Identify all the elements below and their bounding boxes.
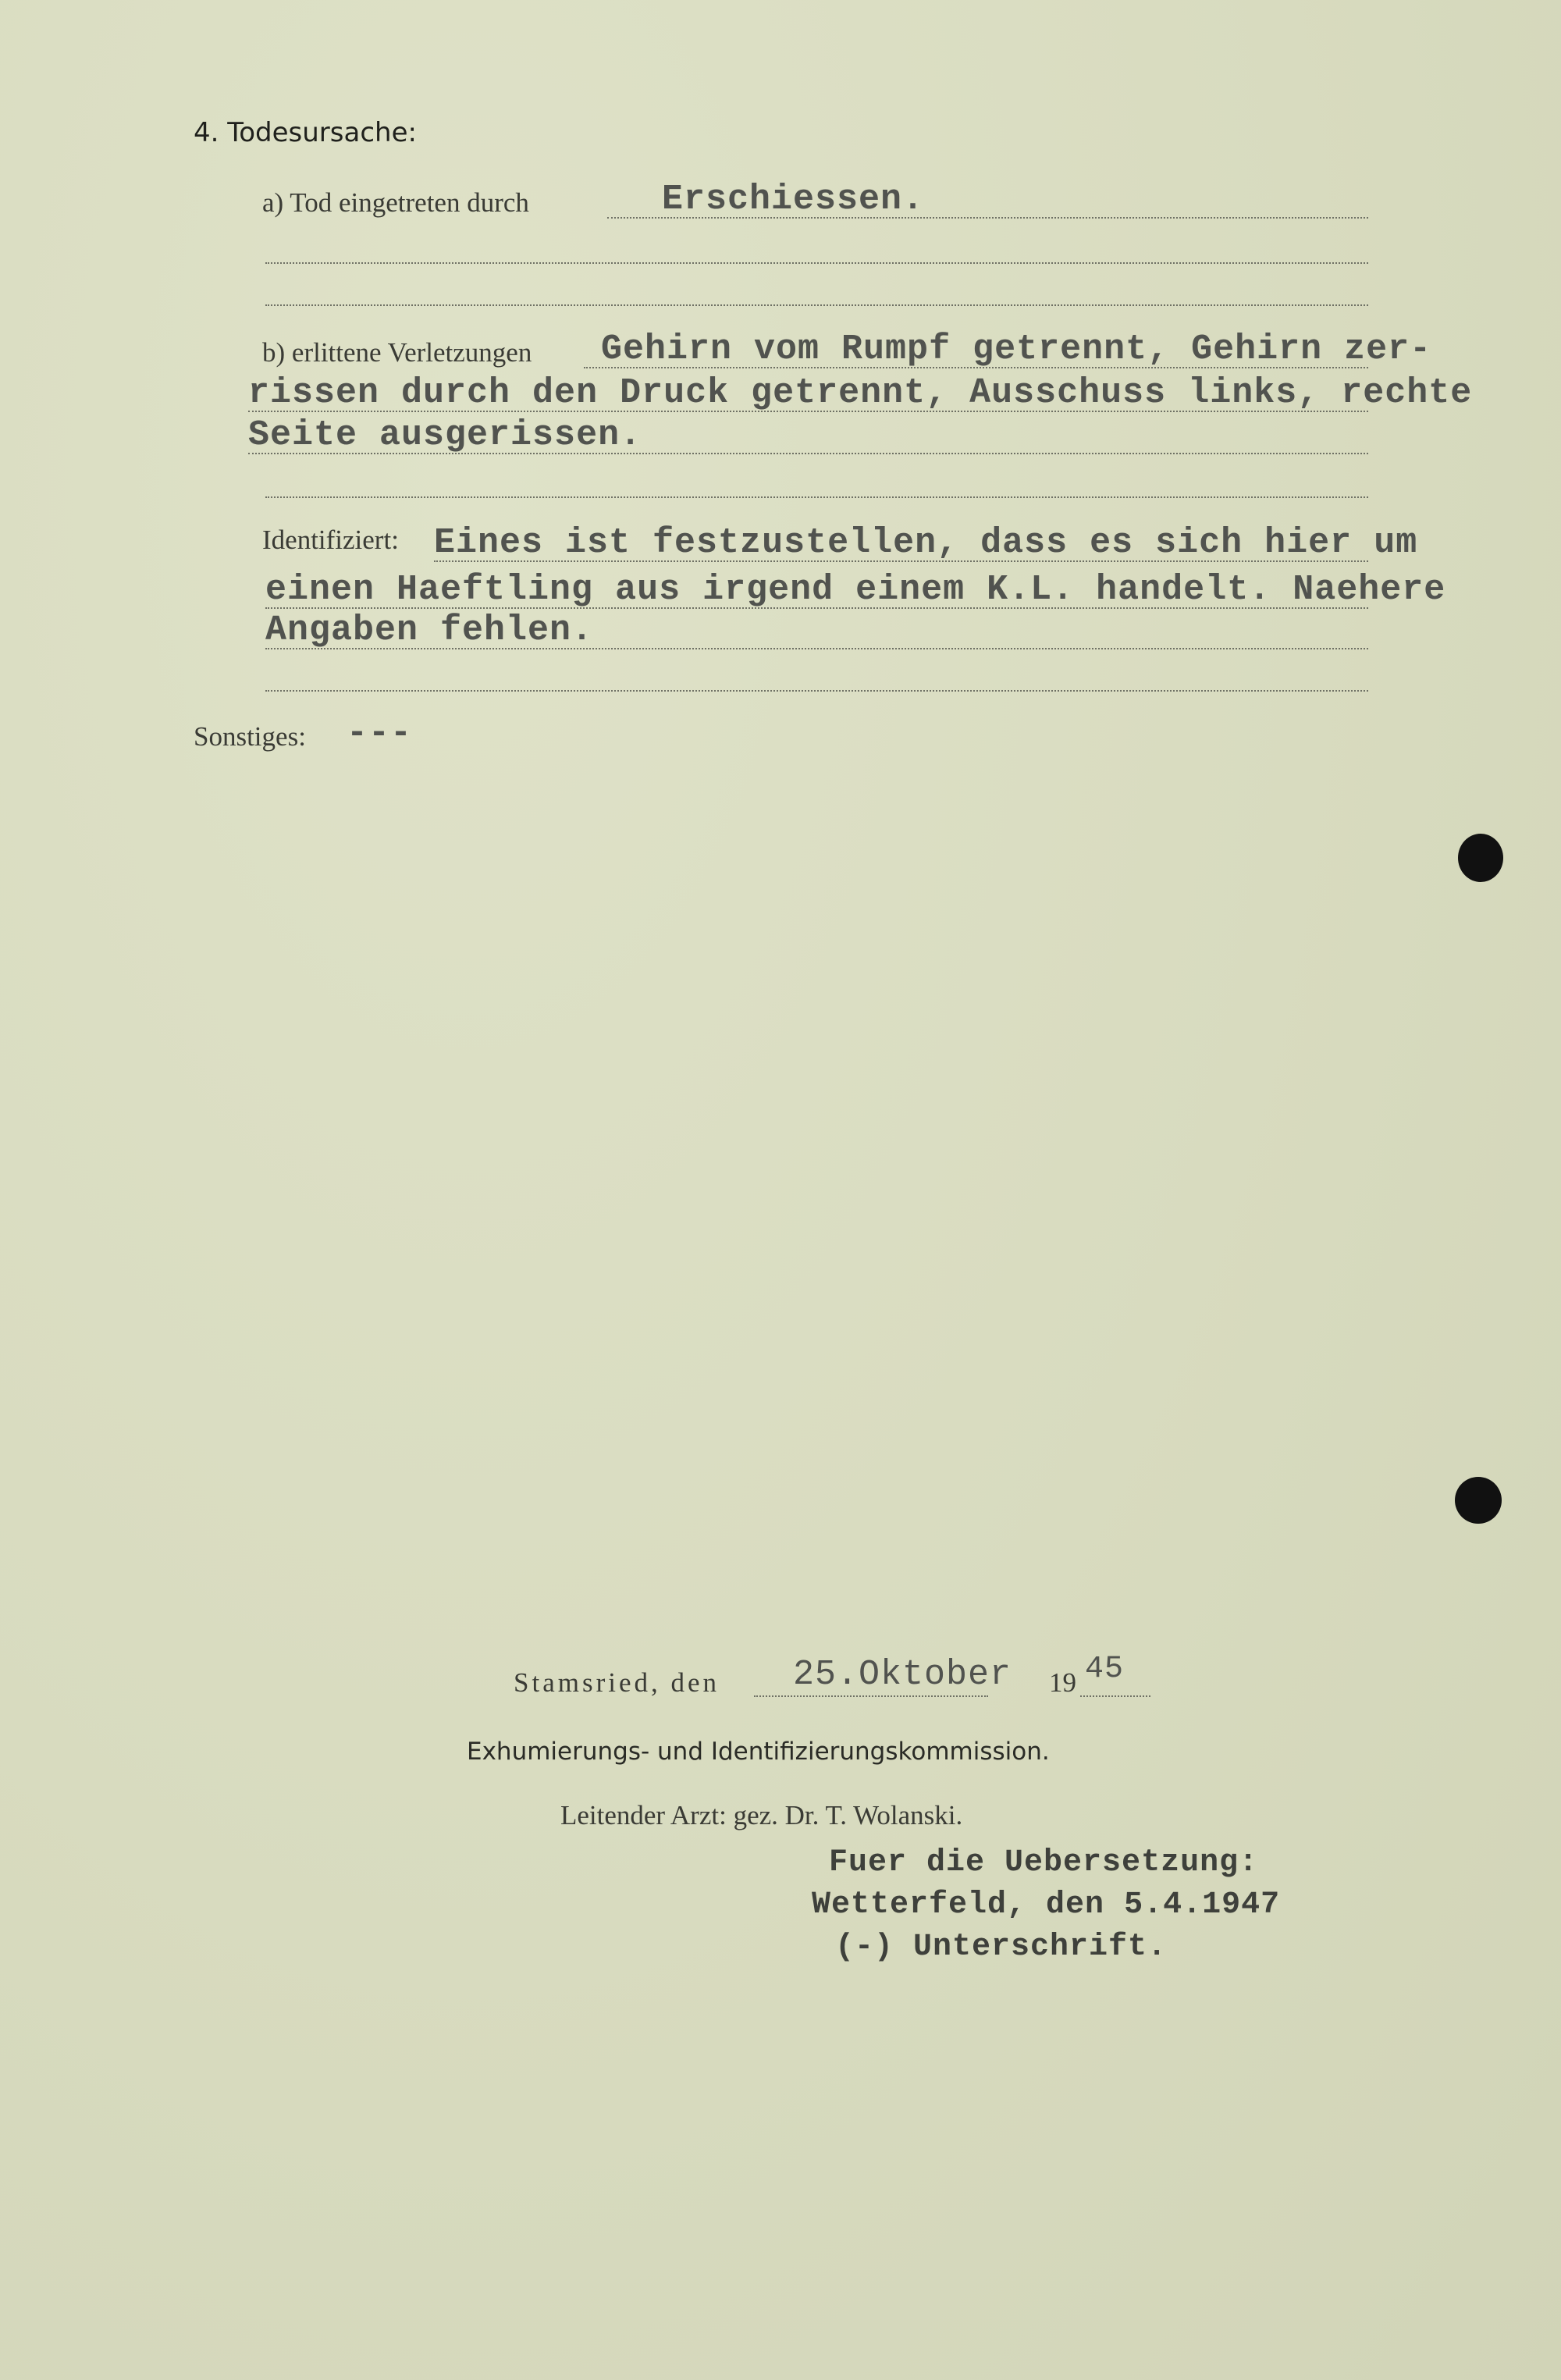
other-label: Sonstiges: bbox=[194, 721, 306, 752]
injuries-value-line-1: Gehirn vom Rumpf getrennt, Gehirn zer- bbox=[601, 329, 1432, 369]
cause-of-death-label: a) Tod eingetreten durch bbox=[262, 187, 529, 218]
blank-line-4 bbox=[265, 690, 1368, 692]
other-value: --- bbox=[347, 713, 413, 753]
year-line bbox=[1080, 1695, 1150, 1697]
punch-hole-upper bbox=[1458, 834, 1503, 882]
blank-line-2 bbox=[265, 304, 1368, 306]
cause-of-death-value: Erschiessen. bbox=[662, 180, 925, 219]
injuries-value-line-2: rissen durch den Druck getrennt, Ausschuss links, rechte bbox=[248, 373, 1473, 413]
injuries-label: b) erlittene Verletzungen bbox=[262, 337, 532, 368]
section-heading: 4. Todesursache: bbox=[194, 117, 417, 148]
blank-line-3 bbox=[265, 496, 1368, 498]
identified-value-line-2: einen Haeftling aus irgend einem K.L. handelt. Naehere bbox=[265, 570, 1446, 610]
identified-label: Identifiziert: bbox=[262, 525, 399, 555]
translation-note-line-2: Wetterfeld, den 5.4.1947 bbox=[812, 1887, 1281, 1923]
identified-value-line-3: Angaben fehlen. bbox=[265, 610, 594, 650]
commission-name: Exhumierungs- und Identifizierungskommission. bbox=[467, 1738, 1050, 1766]
place-label: Stamsried, den bbox=[514, 1667, 720, 1698]
injuries-value-line-3: Seite ausgerissen. bbox=[248, 415, 642, 455]
date-value: 25.Oktober bbox=[793, 1655, 1012, 1695]
punch-hole-lower bbox=[1455, 1477, 1502, 1524]
year-suffix: 45 bbox=[1085, 1652, 1125, 1687]
doctor-signature-line: Leitender Arzt: gez. Dr. T. Wolanski. bbox=[560, 1800, 963, 1830]
translation-note-line-3: (-) Unterschrift. bbox=[835, 1930, 1168, 1965]
date-line bbox=[754, 1695, 988, 1697]
translation-note-line-1: Fuer die Uebersetzung: bbox=[829, 1845, 1259, 1880]
blank-line-1 bbox=[265, 262, 1368, 264]
identified-value-line-1: Eines ist festzustellen, dass es sich hier um bbox=[434, 523, 1418, 563]
year-prefix: 19 bbox=[1049, 1667, 1076, 1698]
